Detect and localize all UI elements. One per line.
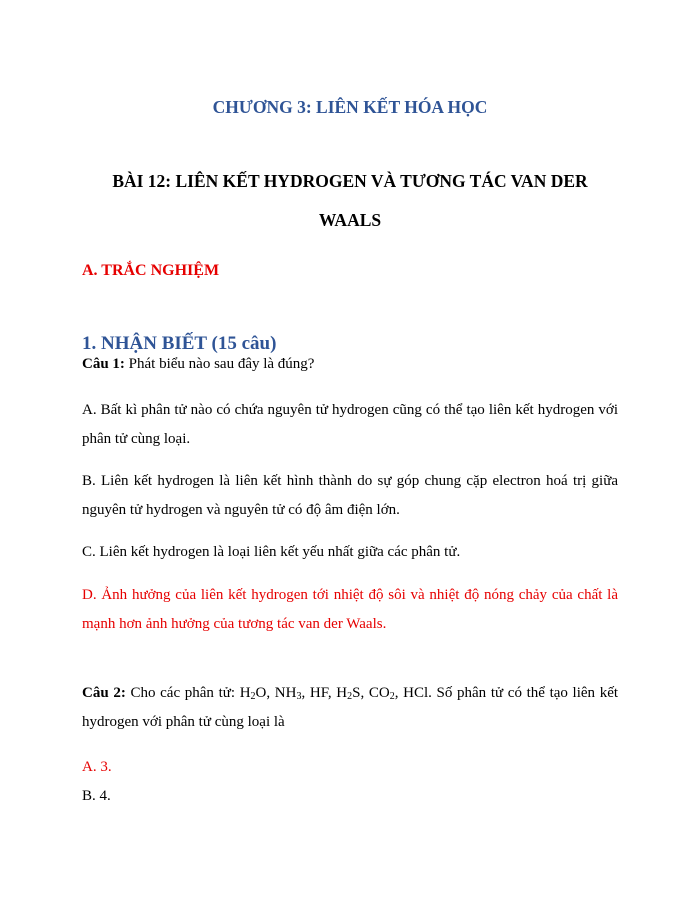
chapter-title: CHƯƠNG 3: LIÊN KẾT HÓA HỌC: [212, 97, 488, 117]
formula-nh3: $NH_3$: [274, 685, 302, 702]
section-heading: A. TRẮC NGHIỆM: [82, 262, 220, 279]
sub-section-heading: 1. NHẬN BIẾT (15 câu): [82, 333, 277, 354]
formula-h2o: $H_2O$: [239, 685, 267, 702]
question-1: [82, 356, 314, 373]
question-1-option-b: B. Liên kết hydrogen là liên kết hình thành do sự góp chung cặp electron hoá trị giữa nguyên tử hydrogen và nguyên tử có độ âm điện lớn.: [82, 473, 618, 518]
question-1-option-a: A. Bất kì phân tử nào có chứa nguyên tử hydrogen cũng có thể tạo liên kết hydrogen với phân tử cùng loại.: [82, 402, 618, 447]
question-2-ending: Số phân tử có thể tạo liên kết hydrogen với phân tử cùng loại là: [82, 685, 619, 730]
question-2: Câu 2: Cho các phân tử: $H_2O$, $NH_3$, HF, $H_2S$, $CO_2$, HCl. Số phân tử có thể tạo liên kết hydrogen với phân tử cùng loại là: [82, 685, 619, 730]
formula-hf: HF: [309, 685, 328, 701]
question-2-intro: Cho các phân tử:: [130, 685, 240, 701]
question-1-text: Phát biểu nào sau đây là đúng?: [124, 356, 315, 372]
formula-co2: $CO_2$: [368, 685, 395, 702]
question-2-option-a: A. 3.: [82, 759, 112, 775]
question-1-label: Câu 1:: [82, 356, 125, 372]
formula-h2s: $H_2S$: [336, 685, 361, 702]
question-1-option-c: C. Liên kết hydrogen là loại liên kết yếu nhất giữa các phân tử.: [82, 544, 461, 560]
question-2-option-b: B. 4.: [82, 788, 111, 804]
question-2-label: Câu 2:: [82, 685, 126, 701]
question-1-option-d: D. Ảnh hưởng của liên kết hydrogen tới nhiệt độ sôi và nhiệt độ nóng chảy của chất là mạnh hơn ảnh hưởng của tương tác van der Waals.: [82, 587, 618, 632]
lesson-title: BÀI 12: LIÊN KẾT HYDROGEN VÀ TƯƠNG TÁC VAN DER WAALS: [112, 171, 588, 230]
formula-hcl: HCl: [403, 685, 429, 701]
